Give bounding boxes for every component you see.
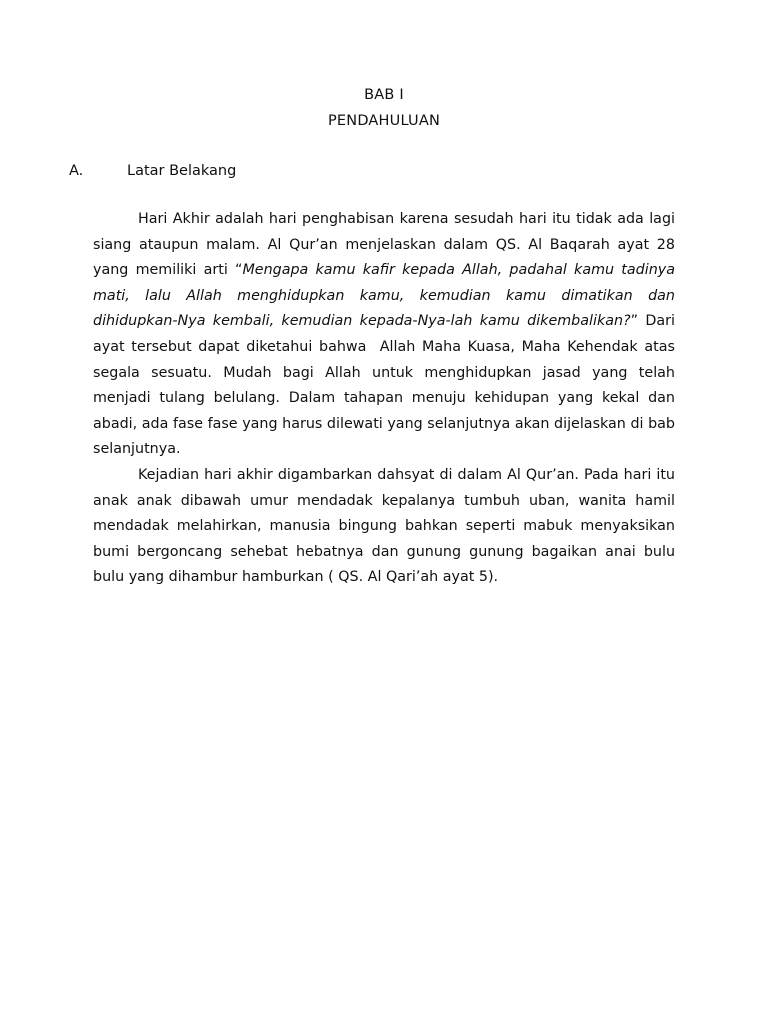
paragraph-1 bbox=[93, 207, 675, 463]
paragraph-1-quote: Mengapa kamu kafir kepada Allah, padahal kamu tadinya mati, lalu Allah menghidupkan kamu, kemudian kamu dimatikan dan dihidupkan-Nya kembali, kemudian kepada-Nya-lah kamu dikembalikan? bbox=[93, 262, 675, 330]
chapter-title: PENDAHULUAN bbox=[327, 113, 441, 129]
paragraph-2 bbox=[93, 463, 675, 591]
paragraph-2-text: Kejadian hari akhir digambarkan dahsyat di dalam Al Qur’an. Pada hari itu anak anak dibawah umur mendadak kepalanya tumbuh uban, wanita hamil mendadak melahirkan, manusia bingung bahkan seperti mabuk menyaksikan bumi bergoncang sehebat hebatnya dan gunung gunung bagaikan anai bulu bulu yang dihambur hamburkan ( QS. Al Qari’ah ayat 5). bbox=[93, 467, 675, 586]
section-heading bbox=[69, 163, 236, 179]
section-title: Latar Belakang bbox=[127, 163, 237, 179]
paragraph-1-intro: Hari Akhir adalah hari penghabisan karena sesudah hari itu tidak ada lagi siang ataupun malam. Al Qur’an menjelaskan dalam QS. Al Baqarah ayat 28 yang memiliki arti “ bbox=[93, 211, 675, 279]
paragraph-1-rest: ” Dari ayat tersebut dapat diketahui bahwa Allah Maha Kuasa, Maha Kehendak atas segala sesuatu. Mudah bagi Allah untuk menghidupkan jasad yang telah menjadi tulang belulang. Dalam tahapan menuju kehidupan yang kekal dan abadi, ada fase fase yang harus dilewati yang selanjutnya akan dijelaskan di bab selanjutnya. bbox=[93, 313, 676, 458]
section-letter: A. bbox=[69, 163, 84, 179]
chapter-number: BAB I bbox=[364, 87, 404, 103]
